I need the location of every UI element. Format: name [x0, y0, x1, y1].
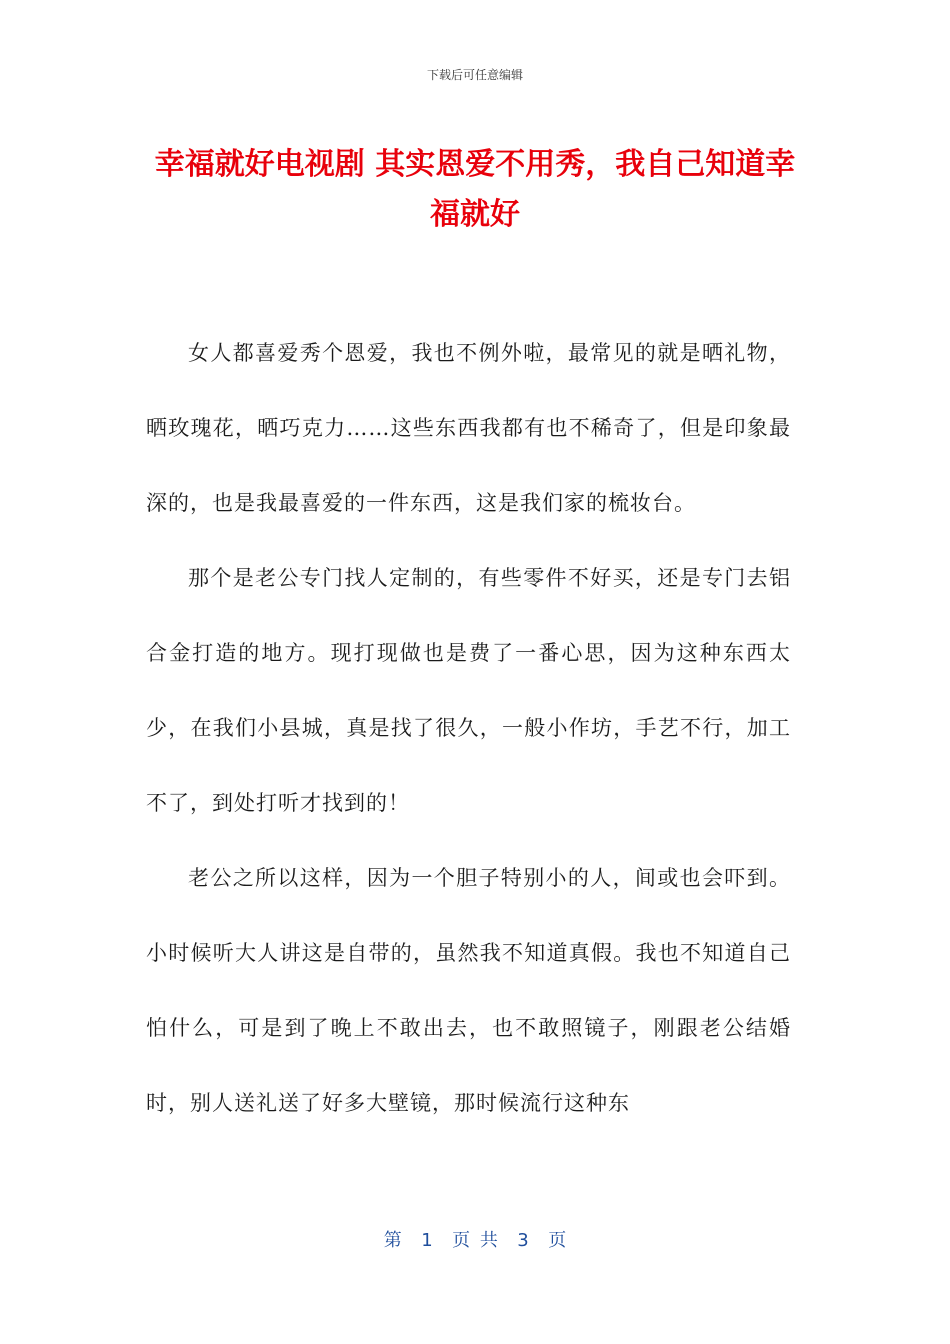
document-title: 幸福就好电视剧 其实恩爱不用秀，我自己知道幸福就好: [154, 147, 796, 232]
paragraph: 那个是老公专门找人定制的，有些零件不好买，还是专门去铝合金打造的地方。现打现做也是费了一番心思，因为这种东西太少，在我们小县城，真是找了很久，一般小作坊，手艺不行，加工不了，到处打听才找到的！: [146, 566, 791, 815]
page-number: 第 1 页 共 3 页: [383, 1230, 567, 1251]
paragraph: 老公之所以这样，因为一个胆子特别小的人，间或也会吓到。小时候听大人讲这是自带的，虽然我不知道真假。我也不知道自己怕什么，可是到了晚上不敢出去，也不敢照镜子，刚跟老公结婚时，别人送礼送了好多大壁镜，那时候流行这种东: [146, 866, 791, 1115]
header-note: 下载后可任意编辑: [426, 68, 523, 82]
document-body: [146, 316, 791, 1141]
paragraph: 女人都喜爱秀个恩爱，我也不例外啦，最常见的就是晒礼物，晒玫瑰花，晒巧克力……这些东西我都有也不稀奇了，但是印象最深的，也是我最喜爱的一件东西，这是我们家的梳妆台。: [146, 341, 791, 515]
page-footer: [0, 1226, 950, 1252]
